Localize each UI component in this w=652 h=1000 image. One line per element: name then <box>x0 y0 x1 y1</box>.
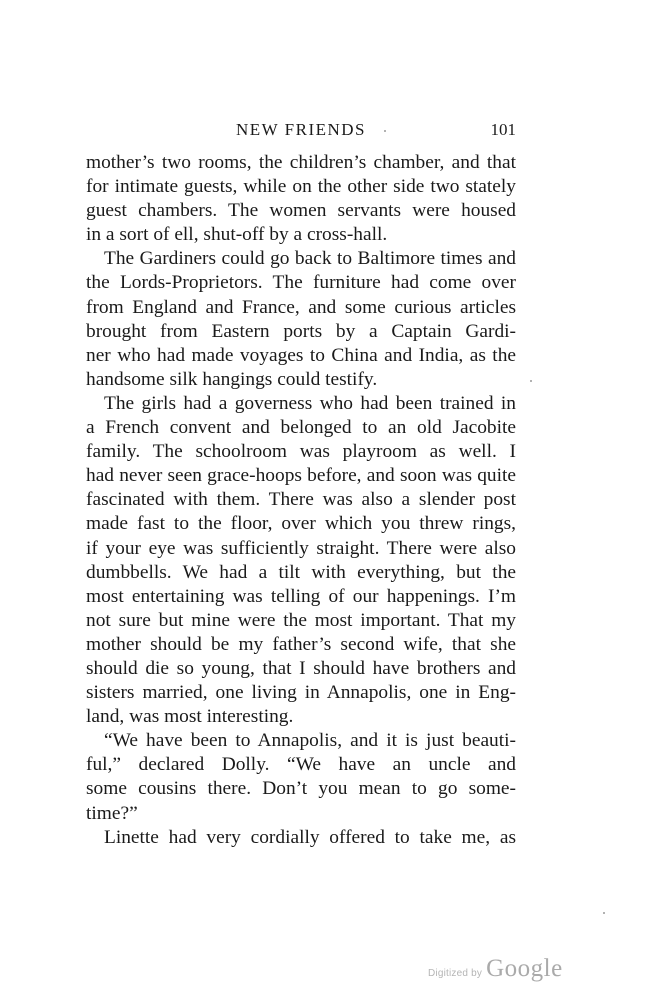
text-line: the Lords-Proprietors. The furniture had come over <box>86 272 516 294</box>
text-line: a French convent and belonged to an old Jacobite <box>86 417 516 439</box>
text-line: not sure but mine were the most important. That my <box>86 609 516 631</box>
digitized-watermark <box>428 955 563 983</box>
text-line: The girls had a governess who had been trained in <box>104 392 516 414</box>
paragraph <box>86 826 516 850</box>
text-line: dumbbells. We had a tilt with everything, but the <box>86 561 516 583</box>
text-line: family. The schoolroom was playroom as well. I <box>86 441 516 463</box>
text-line: time?” <box>86 802 138 824</box>
text-line: ful,” declared Dolly. “We have an uncle and <box>86 754 516 776</box>
text-line: guest chambers. The women servants were housed <box>86 200 516 222</box>
paragraph <box>86 392 516 729</box>
text-line: fascinated with them. There was also a slender post <box>86 489 516 511</box>
paragraph <box>86 151 516 247</box>
text-line: should die so young, that I should have brothers and <box>86 657 516 679</box>
paragraph <box>86 247 516 392</box>
text-line: ner who had made voyages to China and India, as the <box>86 344 516 366</box>
text-line: in a sort of ell, shut-off by a cross-hall. <box>86 224 388 246</box>
text-line: most entertaining was telling of our happenings. I’m <box>86 585 516 607</box>
text-line: some cousins there. Don’t you mean to go some- <box>86 778 516 800</box>
paragraph <box>86 729 516 825</box>
text-line: “We have been to Annapolis, and it is just beauti- <box>104 730 516 752</box>
google-logo: Google <box>486 955 563 982</box>
page-number: 101 <box>490 120 516 139</box>
text-line: had never seen grace-hoops before, and soon was quite <box>86 465 516 487</box>
text-line: land, was most interesting. <box>86 706 294 728</box>
text-line: brought from Eastern ports by a Captain Gardi- <box>86 320 516 342</box>
text-line: sisters married, one living in Annapolis, one in Eng- <box>86 682 516 704</box>
text-line: for intimate guests, while on the other side two stately <box>86 176 516 198</box>
text-line: mother’s two rooms, the children’s chamber, and that <box>86 152 516 173</box>
page-speck <box>530 380 532 382</box>
text-line: Linette had very cordially offered to take me, as <box>104 826 516 848</box>
page-speck <box>384 130 386 132</box>
text-line: mother should be my father’s second wife, that she <box>86 633 516 655</box>
text-line: from England and France, and some curious articles <box>86 296 516 318</box>
running-head <box>86 120 516 144</box>
text-line: The Gardiners could go back to Baltimore times and <box>104 248 516 270</box>
text-line: made fast to the floor, over which you threw rings, <box>86 513 516 535</box>
text-line: handsome silk hangings could testify. <box>86 368 378 390</box>
watermark-prefix: Digitized by <box>428 968 483 979</box>
body-text <box>86 151 516 850</box>
text-line: if your eye was sufficiently straight. There were also <box>86 537 516 559</box>
running-title: NEW FRIENDS <box>236 120 366 139</box>
page-speck <box>603 912 605 914</box>
